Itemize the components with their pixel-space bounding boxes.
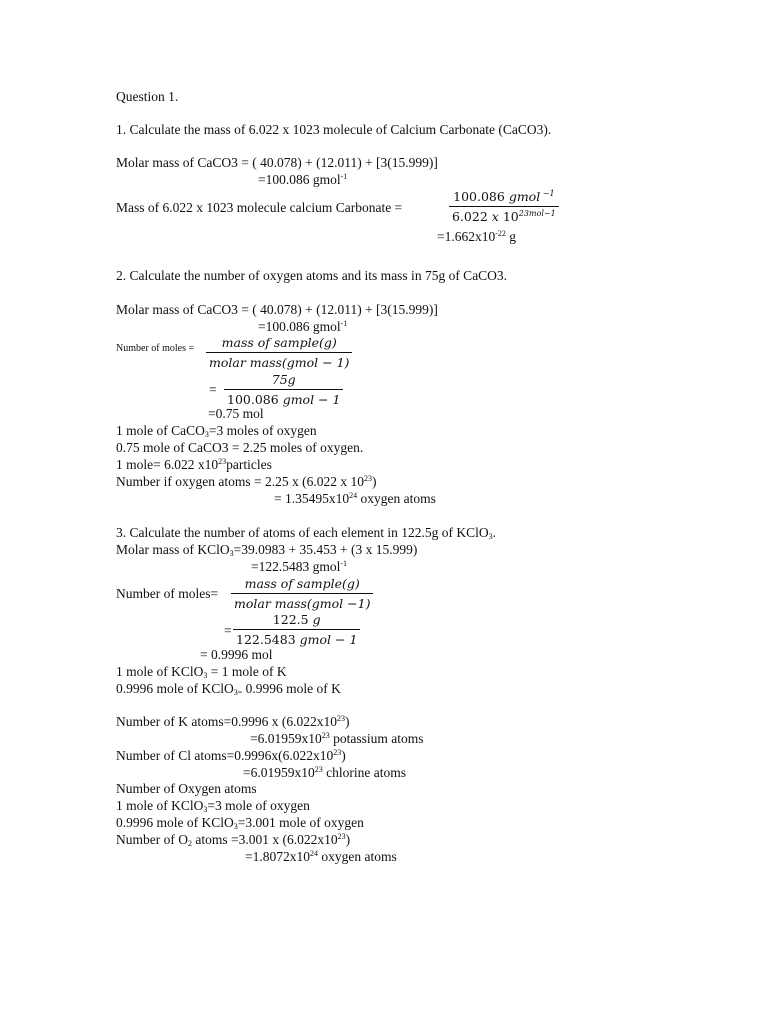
q3-molar-mass: Molar mass of KClO$_3$=39.0983 + 35.453 + (3 x 15.999) xyxy=(116,542,418,558)
q3-oxygen-heading: Number of Oxygen atoms xyxy=(116,781,257,796)
q3-k-atoms: Number of K atoms=0.9996 x $(6.022x10^{23})$ xyxy=(116,714,350,729)
q1-result: $=1.662x10^{-22}$ g xyxy=(437,229,517,244)
q3-heading: 3. Calculate the number of atoms of each element in 122.5g of KClO$_3$. xyxy=(116,525,497,541)
q2-value-fraction: 75g 100.086 gmol − 1 xyxy=(224,371,343,408)
q3-o-line-1: 1 mole of KClO$_3$=3 mole of oxygen xyxy=(116,798,310,814)
q1-molar-mass: Molar mass of CaCO3 = ( 40.078) + (12.011) + [3(15.999)] xyxy=(116,155,438,170)
q1-molar-value: =100.086 gmol$^{-1}$ xyxy=(258,172,348,187)
q2-moles-result: =0.75 mol xyxy=(208,406,264,421)
q2-equals: = xyxy=(209,382,217,397)
q2-moles-fraction: mass of sample(g) molar mass(gmol − 1) xyxy=(206,334,352,371)
q2-moles-label: Number of moles = xyxy=(116,343,195,354)
q3-k-result: $=6.01959x10^{23}$ potassium atoms xyxy=(250,731,424,746)
q3-moles-result: = 0.9996 mol xyxy=(200,647,273,662)
q3-o-result: $=1.8072x10^{24}$ oxygen atoms xyxy=(245,849,397,864)
q2-line-d: Number if oxygen atoms = 2.25 x (6.022 x $10^{23}$) xyxy=(116,474,377,489)
page-title: Question 1. xyxy=(116,89,179,104)
q1-heading: 1. Calculate the mass of 6.022 x 1023 molecule of Calcium Carbonate (CaCO3). xyxy=(116,122,552,137)
q2-line-b: 0.75 mole of CaCO3 = 2.25 moles of oxygen. xyxy=(116,440,364,455)
q3-cl-result: $=6.01959x10^{23}$ chlorine atoms xyxy=(243,765,406,780)
q3-equals: = xyxy=(224,623,232,638)
q3-cl-atoms: Number of Cl $atoms=0.9996x(6.022x10^{23})$ xyxy=(116,748,346,763)
q3-molar-value: =122.5483 gmol$^{-1}$ xyxy=(251,559,348,574)
q3-moles-label: Number of moles= xyxy=(116,586,219,601)
q3-k-line-1: 1 mole of KClO$_3$ = 1 mole of K xyxy=(116,664,287,680)
q3-o-atoms: Number of $O_2$ atoms =3.001 x $(6.022x10^{23})$ xyxy=(116,832,351,848)
q1-fraction: 100.086 gmol $^{-1}$ 6.022 x $10^{23mol-1}$ xyxy=(449,188,559,225)
q3-value-fraction: 122.5 g 122.5483 gmol − 1 xyxy=(233,611,360,648)
q2-molar-mass: Molar mass of CaCO3 = ( 40.078) + (12.011) + [3(15.999)] xyxy=(116,302,438,317)
q2-molar-value: =100.086 gmol$^{-1}$ xyxy=(258,319,348,334)
q3-o-line-2: 0.9996 mole of KClO$_3$=3.001 mole of oxygen xyxy=(116,815,364,831)
q2-line-c: 1 mole= 6.022 $x10^{23}particles$ xyxy=(116,457,272,472)
q2-line-a: 1 mole of CaCO$_3$=3 moles of oxygen xyxy=(116,423,317,439)
q3-moles-fraction: mass of sample(g) molar mass(gmol −1) xyxy=(231,575,373,612)
q2-line-e: = $1.35495x10^{24}$ oxygen atoms xyxy=(274,491,436,506)
q1-mass-label: Mass of 6.022 x 1023 molecule calcium Carbonate = xyxy=(116,200,403,215)
q3-k-line-2: 0.9996 mole of KClO$_{3=}$ 0.9996 mole of K xyxy=(116,681,341,697)
q2-heading: 2. Calculate the number of oxygen atoms and its mass in 75g of CaCO3. xyxy=(116,268,508,283)
